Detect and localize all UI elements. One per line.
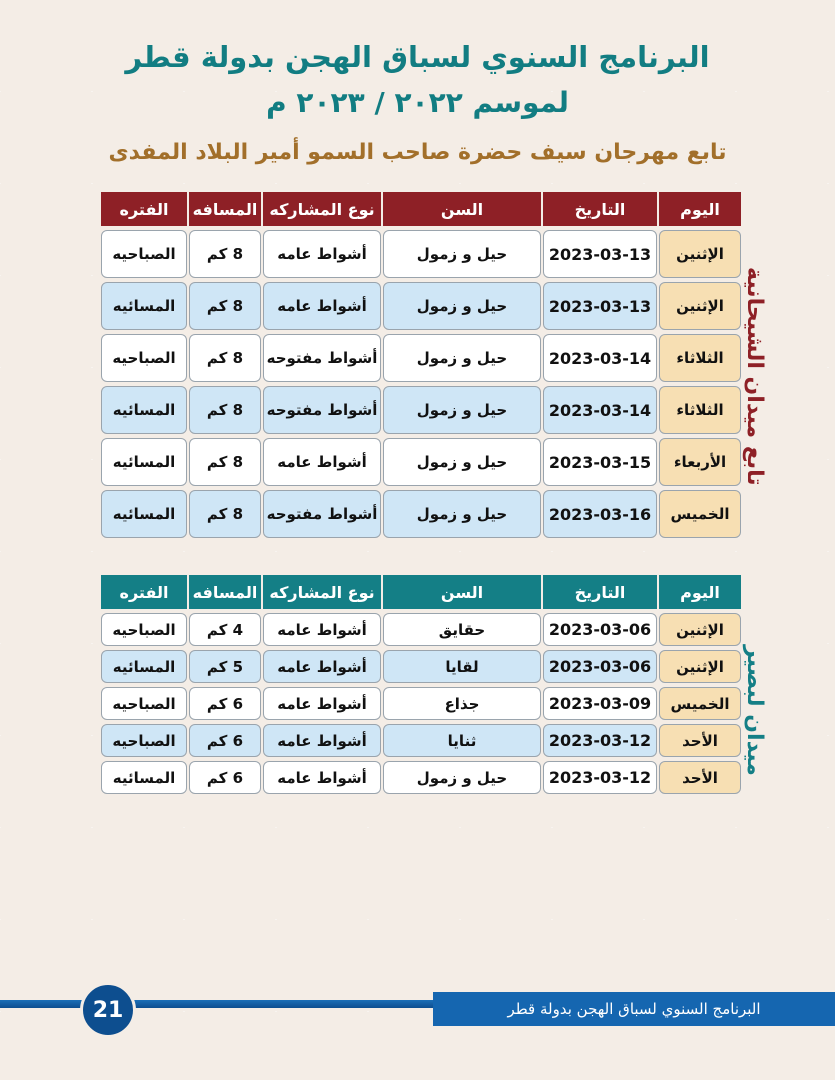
cell-age: لقايا	[383, 650, 541, 683]
cell-distance: 8 كم	[189, 230, 261, 278]
cell-date: 2023-03-12	[543, 761, 657, 794]
header-period: الفتره	[101, 192, 187, 226]
table-row	[95, 490, 741, 538]
table-row	[95, 230, 741, 278]
page-title: البرنامج السنوي لسباق الهجن بدولة قطر	[125, 40, 710, 74]
cell-period: الصباحيه	[101, 334, 187, 382]
header-distance: المسافه	[189, 192, 261, 226]
cell-type: أشواط عامه	[263, 613, 381, 646]
cell-date: 2023-03-13	[543, 230, 657, 278]
table-row	[95, 687, 741, 720]
cell-period: الصباحيه	[101, 687, 187, 720]
cell-period: الصباحيه	[101, 724, 187, 757]
footer-text: البرنامج السنوي لسباق الهجن بدولة قطر	[433, 992, 835, 1026]
schedule-table-lbsair	[95, 575, 741, 794]
cell-age: حيل و زمول	[383, 334, 541, 382]
cell-day: الأحد	[659, 724, 741, 757]
table-row	[95, 386, 741, 434]
cell-day: الأحد	[659, 761, 741, 794]
cell-type: أشواط مفتوحه	[263, 490, 381, 538]
header-day: اليوم	[659, 192, 741, 226]
cell-distance: 8 كم	[189, 386, 261, 434]
cell-age: ثنايا	[383, 724, 541, 757]
cell-date: 2023-03-14	[543, 334, 657, 382]
cell-type: أشواط عامه	[263, 282, 381, 330]
table-row	[95, 724, 741, 757]
cell-period: المسائيه	[101, 438, 187, 486]
cell-day: الإثنين	[659, 282, 741, 330]
header-period: الفتره	[101, 575, 187, 609]
cell-age: حيل و زمول	[383, 490, 541, 538]
cell-period: المسائيه	[101, 650, 187, 683]
cell-day: الإثنين	[659, 613, 741, 646]
table-row	[95, 282, 741, 330]
side-label-lbsair: ميدان لبصير	[742, 644, 767, 776]
cell-day: الثلاثاء	[659, 386, 741, 434]
cell-distance: 6 كم	[189, 761, 261, 794]
page-subtitle: تابع مهرجان سيف حضرة صاحب السمو أمير البلاد المفدى	[108, 140, 727, 165]
cell-date: 2023-03-12	[543, 724, 657, 757]
cell-date: 2023-03-09	[543, 687, 657, 720]
cell-type: أشواط عامه	[263, 761, 381, 794]
cell-distance: 6 كم	[189, 687, 261, 720]
cell-day: الأربعاء	[659, 438, 741, 486]
cell-type: أشواط عامه	[263, 650, 381, 683]
table-row	[95, 438, 741, 486]
cell-date: 2023-03-16	[543, 490, 657, 538]
cell-age: حيل و زمول	[383, 761, 541, 794]
cell-distance: 4 كم	[189, 613, 261, 646]
cell-distance: 8 كم	[189, 282, 261, 330]
cell-age: حيل و زمول	[383, 230, 541, 278]
cell-day: الثلاثاء	[659, 334, 741, 382]
cell-day: الخميس	[659, 490, 741, 538]
cell-period: المسائيه	[101, 490, 187, 538]
cell-period: الصباحيه	[101, 613, 187, 646]
schedule-table-shahaniya	[95, 192, 741, 538]
season-title: لموسم ٢٠٢٢ / ٢٠٢٣ م	[266, 86, 569, 119]
cell-distance: 8 كم	[189, 334, 261, 382]
cell-type: أشواط عامه	[263, 230, 381, 278]
cell-day: الإثنين	[659, 650, 741, 683]
table-header	[95, 575, 741, 609]
header-date: التاريخ	[543, 575, 657, 609]
cell-period: المسائيه	[101, 282, 187, 330]
cell-age: حيل و زمول	[383, 386, 541, 434]
cell-distance: 8 كم	[189, 438, 261, 486]
cell-date: 2023-03-06	[543, 650, 657, 683]
header-date: التاريخ	[543, 192, 657, 226]
header-type: نوع المشاركه	[263, 575, 381, 609]
cell-period: الصباحيه	[101, 230, 187, 278]
table-row	[95, 334, 741, 382]
cell-age: حيل و زمول	[383, 438, 541, 486]
cell-age: حقايق	[383, 613, 541, 646]
table-row	[95, 613, 741, 646]
cell-period: المسائيه	[101, 386, 187, 434]
header-age: السن	[383, 575, 541, 609]
header-day: اليوم	[659, 575, 741, 609]
table-row	[95, 650, 741, 683]
header-type: نوع المشاركه	[263, 192, 381, 226]
cell-distance: 5 كم	[189, 650, 261, 683]
cell-type: أشواط عامه	[263, 724, 381, 757]
cell-type: أشواط مفتوحه	[263, 386, 381, 434]
cell-period: المسائيه	[101, 761, 187, 794]
cell-distance: 8 كم	[189, 490, 261, 538]
cell-day: الإثنين	[659, 230, 741, 278]
cell-date: 2023-03-15	[543, 438, 657, 486]
header-distance: المسافه	[189, 575, 261, 609]
page-number: 21	[80, 982, 136, 1038]
cell-date: 2023-03-13	[543, 282, 657, 330]
cell-age: حيل و زمول	[383, 282, 541, 330]
side-label-shahaniya: تابع ميدان الشيحانية	[742, 267, 767, 486]
header-age: السن	[383, 192, 541, 226]
cell-type: أشواط مفتوحه	[263, 334, 381, 382]
cell-day: الخميس	[659, 687, 741, 720]
cell-date: 2023-03-06	[543, 613, 657, 646]
table-row	[95, 761, 741, 794]
table-header	[95, 192, 741, 226]
cell-type: أشواط عامه	[263, 438, 381, 486]
cell-date: 2023-03-14	[543, 386, 657, 434]
cell-type: أشواط عامه	[263, 687, 381, 720]
cell-age: جذاع	[383, 687, 541, 720]
cell-distance: 6 كم	[189, 724, 261, 757]
